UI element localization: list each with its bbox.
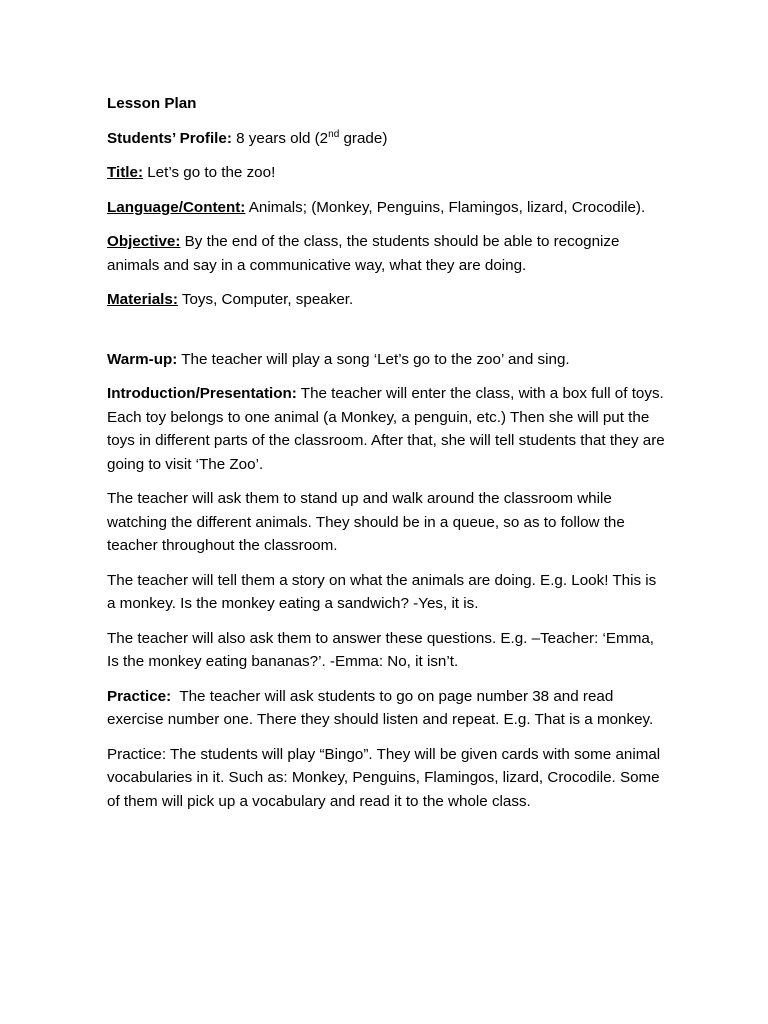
practice-one	[107, 685, 667, 732]
warm-up	[107, 348, 667, 372]
profile-value: 8 years old (2	[231, 129, 329, 147]
lesson-plan-heading	[107, 92, 667, 116]
students-profile	[107, 127, 667, 151]
objective	[107, 230, 667, 277]
objective-label: Objective:	[107, 233, 181, 250]
materials-value: Toys, Computer, speaker.	[177, 291, 354, 308]
section-spacer	[107, 323, 667, 348]
heading-text: Lesson Plan	[107, 95, 197, 112]
questions-paragraph: The teacher will also ask them to answer these questions. E.g. –Teacher: ‘Emma, Is the monkey eating bananas?’. -Emma: No, it isn’t.	[107, 629, 655, 670]
warmup-label: Warm-up:	[107, 350, 178, 368]
title-value: Let’s go to the zoo!	[143, 164, 276, 181]
introduction-value: The teacher will enter the class, with a box full of toys. Each toy belongs to one animal (a Monkey, a penguin, etc.) Then she will put the toys in different parts of the classroom. After that, she will tell students that they are going to visit ‘The Zoo’.	[107, 385, 665, 473]
profile-value-end: grade)	[339, 129, 388, 147]
lesson-title	[107, 161, 667, 185]
introduction-presentation	[107, 382, 667, 476]
warmup-value: The teacher will play a song ‘Let’s go to the zoo’ and sing.	[177, 350, 570, 368]
practice-two: Practice: The students will play “Bingo”. They will be given cards with some animal vocabularies in it. Such as: Monkey, Penguins, Flamingos, lizard, Crocodile. Some of them will pick up a vocabulary and read it to the whole class.	[107, 745, 661, 810]
walk-paragraph: The teacher will ask them to stand up and walk around the classroom while watching the different animals. They should be in a queue, so as to follow the teacher throughout the classroom.	[107, 490, 625, 554]
profile-label: Students’ Profile:	[107, 129, 232, 147]
practice-value: The teacher will ask students to go on page number 38 and read exercise number one. There they should listen and repeat. E.g. That is a monkey.	[107, 687, 654, 728]
materials	[107, 288, 667, 312]
materials-label: Materials:	[107, 291, 178, 308]
introduction-label: Introduction/Presentation:	[107, 385, 297, 402]
story-paragraph: The teacher will tell them a story on what the animals are doing. E.g. Look! This is a monkey. Is the monkey eating a sandwich? -Yes, it is.	[107, 571, 657, 612]
language-content	[107, 196, 667, 220]
title-label: Title:	[107, 164, 144, 181]
language-label: Language/Content:	[107, 198, 246, 216]
practice-label: Practice:	[107, 687, 172, 705]
language-value: Animals; (Monkey, Penguins, Flamingos, lizard, Crocodile).	[245, 198, 646, 216]
objective-value: By the end of the class, the students should be able to recognize animals and say in a communicative way, what they are doing.	[107, 233, 620, 274]
profile-superscript: nd	[328, 128, 340, 140]
lesson-plan-page	[107, 92, 667, 824]
